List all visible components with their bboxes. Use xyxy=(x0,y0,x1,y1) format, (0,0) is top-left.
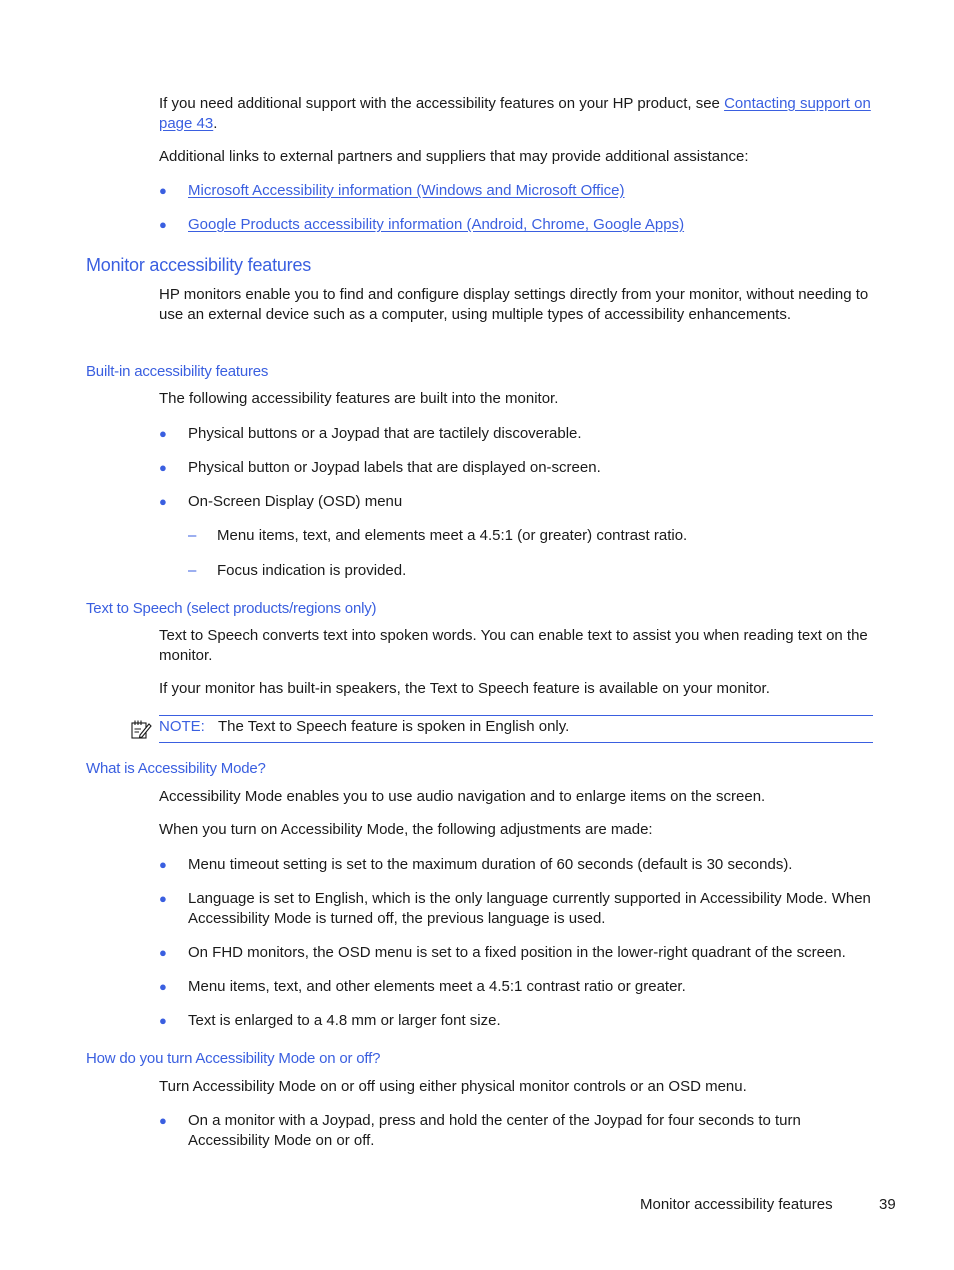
accessibility-mode-paragraph-2: When you turn on Accessibility Mode, the following adjustments are made: xyxy=(159,821,653,838)
subheading-toggle-accessibility-mode: How do you turn Accessibility Mode on or off? xyxy=(86,1050,381,1067)
subheading-text-to-speech: Text to Speech (select products/regions only) xyxy=(86,600,377,617)
list-item-text: Menu items, text, and other elements meet a 4.5:1 contrast ratio or greater. xyxy=(188,978,686,995)
dash-icon: – xyxy=(188,527,197,544)
list-item-text: Physical button or Joypad labels that are displayed on-screen. xyxy=(188,459,601,476)
bullet-icon: ● xyxy=(159,945,167,960)
note-label: NOTE: xyxy=(159,718,205,735)
monitor-section-body: HP monitors enable you to find and configure display settings directly from your monitor, without needing to use an external device such as a computer, using multiple types of accessibility enhancements. xyxy=(159,286,869,323)
external-links-intro: Additional links to external partners and suppliers that may provide additional assistance: xyxy=(159,148,749,165)
bullet-icon: ● xyxy=(159,426,167,441)
list-item-text: On a monitor with a Joypad, press and hold the center of the Joypad for four seconds to turn Accessibility Mode on or off. xyxy=(188,1112,801,1149)
bullet-icon: ● xyxy=(159,217,167,232)
note-pencil-icon xyxy=(130,718,152,740)
built-in-intro: The following accessibility features are built into the monitor. xyxy=(159,390,559,407)
intro-paragraph xyxy=(159,94,875,133)
page-number: 39 xyxy=(879,1196,896,1213)
tts-paragraph-1: Text to Speech converts text into spoken words. You can enable text to assist you when reading text on the monitor. xyxy=(159,627,868,664)
sub-list-item-text: Focus indication is provided. xyxy=(217,562,407,579)
contacting-support-link[interactable]: Contacting support on page 43 xyxy=(159,95,871,132)
toggle-paragraph: Turn Accessibility Mode on or off using either physical monitor controls or an OSD menu. xyxy=(159,1078,747,1095)
list-item-text: On-Screen Display (OSD) menu xyxy=(188,493,403,510)
subheading-accessibility-mode: What is Accessibility Mode? xyxy=(86,760,266,777)
bullet-icon: ● xyxy=(159,494,167,509)
microsoft-accessibility-link[interactable]: Microsoft Accessibility information (Windows and Microsoft Office) xyxy=(188,182,625,199)
bullet-icon: ● xyxy=(159,460,167,475)
bullet-icon: ● xyxy=(159,1013,167,1028)
bullet-icon: ● xyxy=(159,183,167,198)
list-item-text: Menu timeout setting is set to the maximum duration of 60 seconds (default is 30 seconds). xyxy=(188,856,793,873)
sub-list-item-text: Menu items, text, and elements meet a 4.5:1 (or greater) contrast ratio. xyxy=(217,527,688,544)
bullet-icon: ● xyxy=(159,1113,167,1128)
intro-period: . xyxy=(213,114,218,132)
accessibility-mode-paragraph-1: Accessibility Mode enables you to use audio navigation and to enlarge items on the screen. xyxy=(159,788,766,805)
list-item-text: Language is set to English, which is the only language currently supported in Accessibility Mode. When Accessibility Mode is turned off, the previous language is used. xyxy=(188,890,871,927)
list-item-text: On FHD monitors, the OSD menu is set to a fixed position in the lower-right quadrant of the screen. xyxy=(188,944,846,961)
footer-section-title: Monitor accessibility features xyxy=(640,1196,833,1213)
google-accessibility-link[interactable]: Google Products accessibility information (Android, Chrome, Google Apps) xyxy=(188,216,685,233)
note-text: The Text to Speech feature is spoken in English only. xyxy=(218,718,570,735)
intro-text: If you need additional support with the accessibility features on your HP product, see xyxy=(159,95,725,112)
bullet-icon: ● xyxy=(159,979,167,994)
dash-icon: – xyxy=(188,562,197,579)
section-heading-monitor-accessibility: Monitor accessibility features xyxy=(86,255,312,275)
list-item-text: Physical buttons or a Joypad that are tactilely discoverable. xyxy=(188,425,582,442)
list-item-text: Text is enlarged to a 4.8 mm or larger font size. xyxy=(188,1012,501,1029)
bullet-icon: ● xyxy=(159,857,167,872)
subheading-built-in-features: Built-in accessibility features xyxy=(86,363,269,380)
tts-paragraph-2: If your monitor has built-in speakers, the Text to Speech feature is available on your monitor. xyxy=(159,680,770,697)
bullet-icon: ● xyxy=(159,891,167,906)
